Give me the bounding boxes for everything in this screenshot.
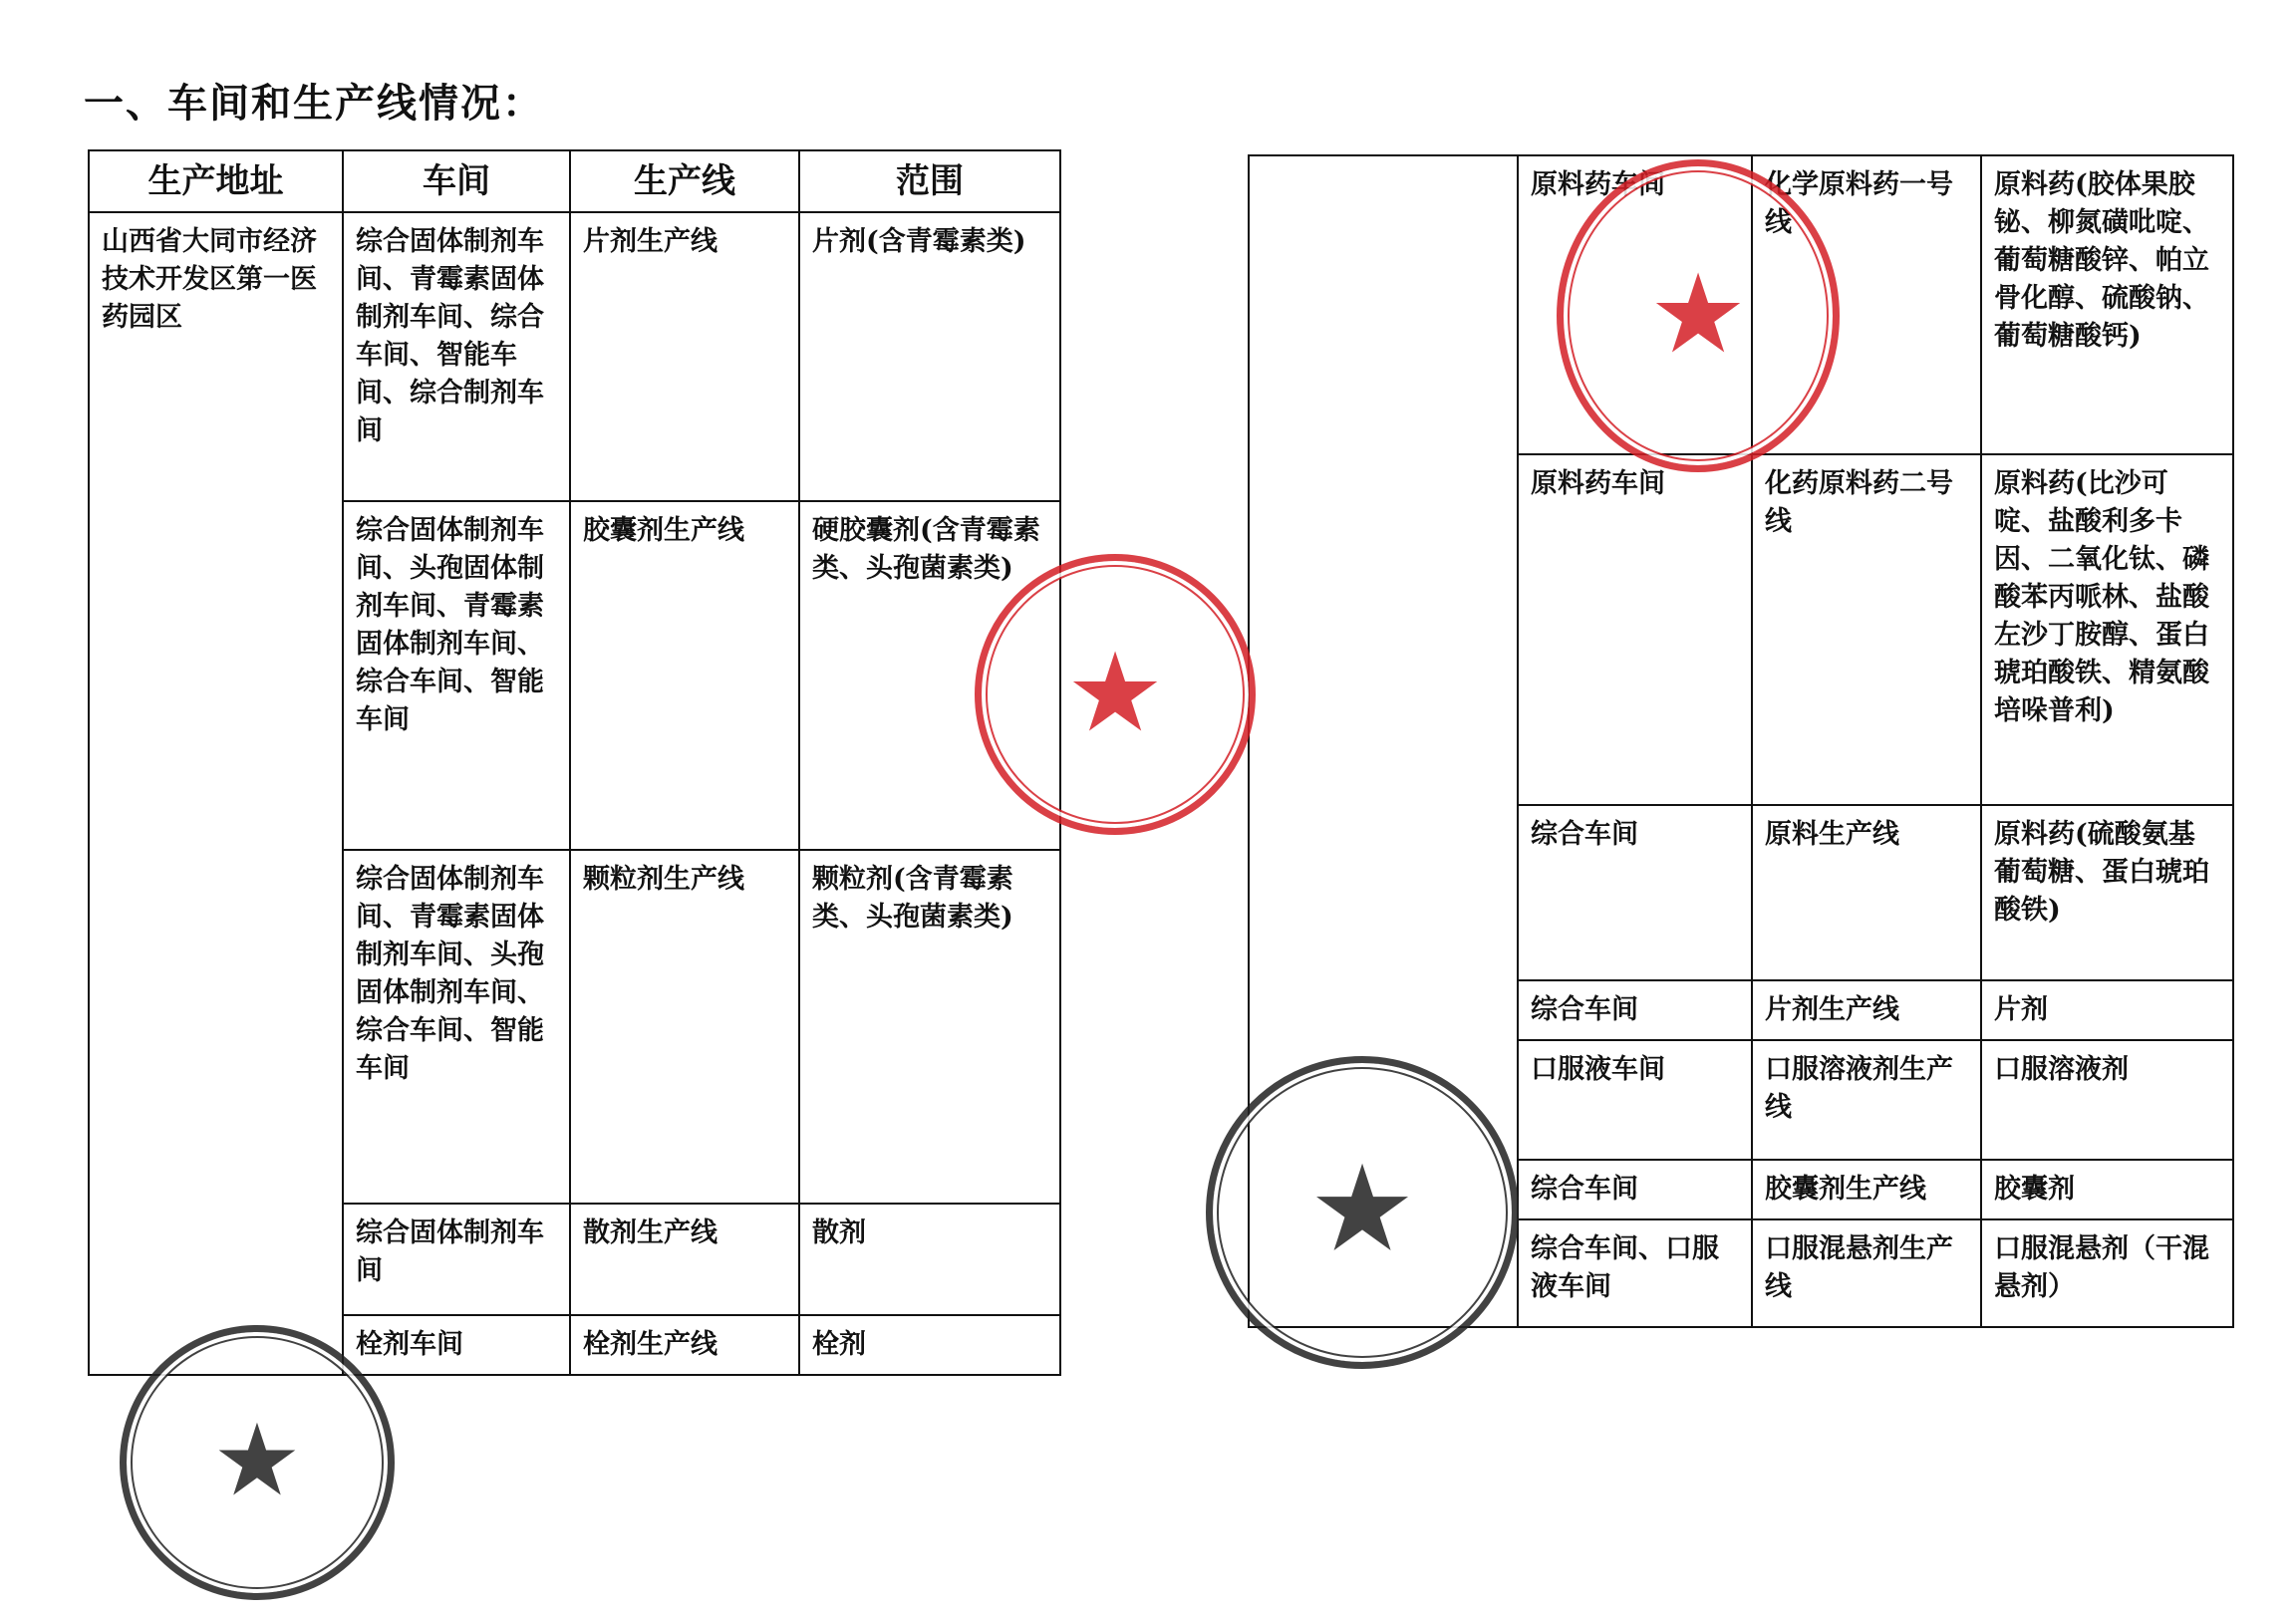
header-scope: 范围 [799,150,1060,212]
workshop-cell: 综合车间 [1518,1160,1752,1219]
scope-cell: 原料药(胶体果胶铋、柳氮磺吡啶、葡萄糖酸锌、帕立骨化醇、硫酸钠、葡萄糖酸钙) [1981,155,2233,454]
table-row [89,212,1060,501]
workshop-cell: 综合车间 [1518,980,1752,1040]
star-icon: ★ [1648,249,1748,378]
red-company-seal [975,554,1256,835]
line-cell: 胶囊剂生产线 [570,501,799,850]
workshop-cell: 综合车间、口服液车间 [1518,1219,1752,1327]
line-cell: 胶囊剂生产线 [1752,1160,1981,1219]
header-line: 生产线 [570,150,799,212]
line-cell: 片剂生产线 [570,212,799,501]
left-workshop-table [88,149,1061,1376]
scope-cell: 原料药(硫酸氨基葡萄糖、蛋白琥珀酸铁) [1981,805,2233,980]
header-workshop: 车间 [343,150,570,212]
line-cell: 散剂生产线 [570,1204,799,1315]
workshop-cell: 原料药车间 [1518,454,1752,805]
scope-cell: 散剂 [799,1204,1060,1315]
scope-cell: 片剂(含青霉素类) [799,212,1060,501]
scope-cell: 原料药(比沙可啶、盐酸利多卡因、二氧化钛、磷酸苯丙哌林、盐酸左沙丁胺醇、蛋白琥珀酸铁、精氨酸培哚普利) [1981,454,2233,805]
scope-cell: 口服混悬剂（干混悬剂） [1981,1219,2233,1327]
scope-cell: 栓剂 [799,1315,1060,1375]
line-cell: 化学原料药一号线 [1752,155,1981,454]
workshop-cell: 综合固体制剂车间、青霉素固体制剂车间、综合车间、智能车间、综合制剂车间 [343,212,570,501]
scope-cell: 胶囊剂 [1981,1160,2233,1219]
line-cell: 化药原料药二号线 [1752,454,1981,805]
scope-cell: 口服溶液剂 [1981,1040,2233,1160]
line-cell: 原料生产线 [1752,805,1981,980]
workshop-cell: 原料药车间 [1518,155,1752,454]
line-cell: 栓剂生产线 [570,1315,799,1375]
table-header-row [89,150,1060,212]
workshop-cell: 栓剂车间 [343,1315,570,1375]
workshop-cell: 综合固体制剂车间 [343,1204,570,1315]
scope-cell: 硬胶囊剂(含青霉素类、头孢菌素类) [799,501,1060,850]
line-cell: 片剂生产线 [1752,980,1981,1040]
section-heading: 一、车间和生产线情况： [84,80,544,127]
black-company-seal [1206,1056,1519,1369]
workshop-cell: 综合固体制剂车间、头孢固体制剂车间、青霉素固体制剂车间、综合车间、智能车间 [343,501,570,850]
header-address: 生产地址 [89,150,343,212]
workshop-cell: 综合固体制剂车间、青霉素固体制剂车间、头孢固体制剂车间、综合车间、智能车间 [343,850,570,1204]
star-icon: ★ [212,1402,302,1518]
line-cell: 口服溶液剂生产线 [1752,1040,1981,1160]
line-cell: 颗粒剂生产线 [570,850,799,1204]
workshop-cell: 综合车间 [1518,805,1752,980]
black-authority-seal [120,1325,395,1600]
red-company-seal-top [1557,159,1840,472]
star-icon: ★ [1065,628,1165,756]
workshop-cell: 口服液车间 [1518,1040,1752,1160]
star-icon: ★ [1308,1140,1416,1279]
line-cell: 口服混悬剂生产线 [1752,1219,1981,1327]
scope-cell: 颗粒剂(含青霉素类、头孢菌素类) [799,850,1060,1204]
scope-cell: 片剂 [1981,980,2233,1040]
address-cell: 山西省大同市经济技术开发区第一医药园区 [89,212,343,1375]
